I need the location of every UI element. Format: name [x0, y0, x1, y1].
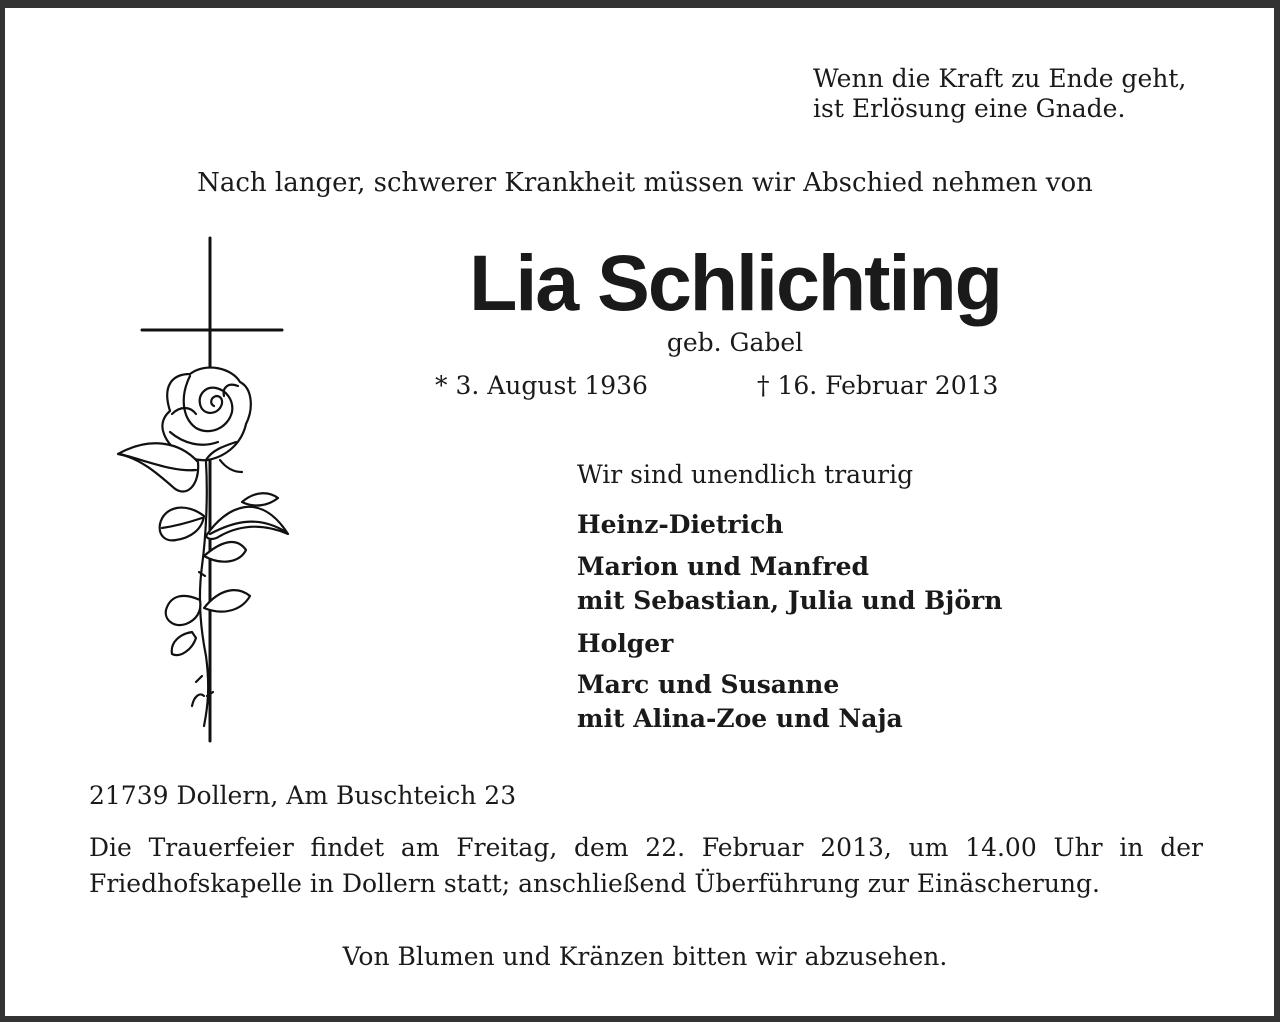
maiden-name: geb. Gabel — [666, 328, 804, 357]
motto-line-2: ist Erlösung eine Gnade. — [813, 94, 1126, 123]
motto-quote — [813, 64, 1186, 124]
mourner-group — [577, 627, 673, 661]
cross-with-rose-icon — [110, 236, 300, 746]
funeral-service-info: Die Trauerfeier findet am Freitag, dem 22. Februar 2013, um 14.00 Uhr in der Friedhofskapelle in Dollern statt; anschließend Überführung zur Einäscherung. — [89, 833, 1203, 898]
mourner-name: Heinz-Dietrich — [577, 510, 784, 539]
mourners-intro: Wir sind unendlich traurig — [577, 460, 914, 489]
deceased-name: Lia Schlichting — [469, 238, 1001, 327]
mourner-name: mit Sebastian, Julia und Björn — [577, 586, 1003, 615]
intro-text: Nach langer, schwerer Krankheit müssen wir Abschied nehmen von — [197, 168, 1093, 198]
mourner-name: Holger — [577, 629, 674, 658]
birth-date: * 3. August 1936 — [435, 371, 648, 400]
family-address: 21739 Dollern, Am Buschteich 23 — [89, 781, 517, 810]
mourner-name: Marion und Manfred — [577, 552, 869, 581]
mourner-group — [577, 550, 1002, 618]
mourner-name: mit Alina-Zoe und Naja — [577, 704, 903, 733]
closing-note: Von Blumen und Kränzen bitten wir abzusehen. — [342, 942, 948, 971]
mourner-name: Marc und Susanne — [577, 670, 840, 699]
motto-line-1: Wenn die Kraft zu Ende geht, — [813, 64, 1187, 93]
death-date: † 16. Februar 2013 — [757, 371, 999, 400]
mourner-group — [577, 508, 783, 542]
mourner-group — [577, 668, 903, 736]
